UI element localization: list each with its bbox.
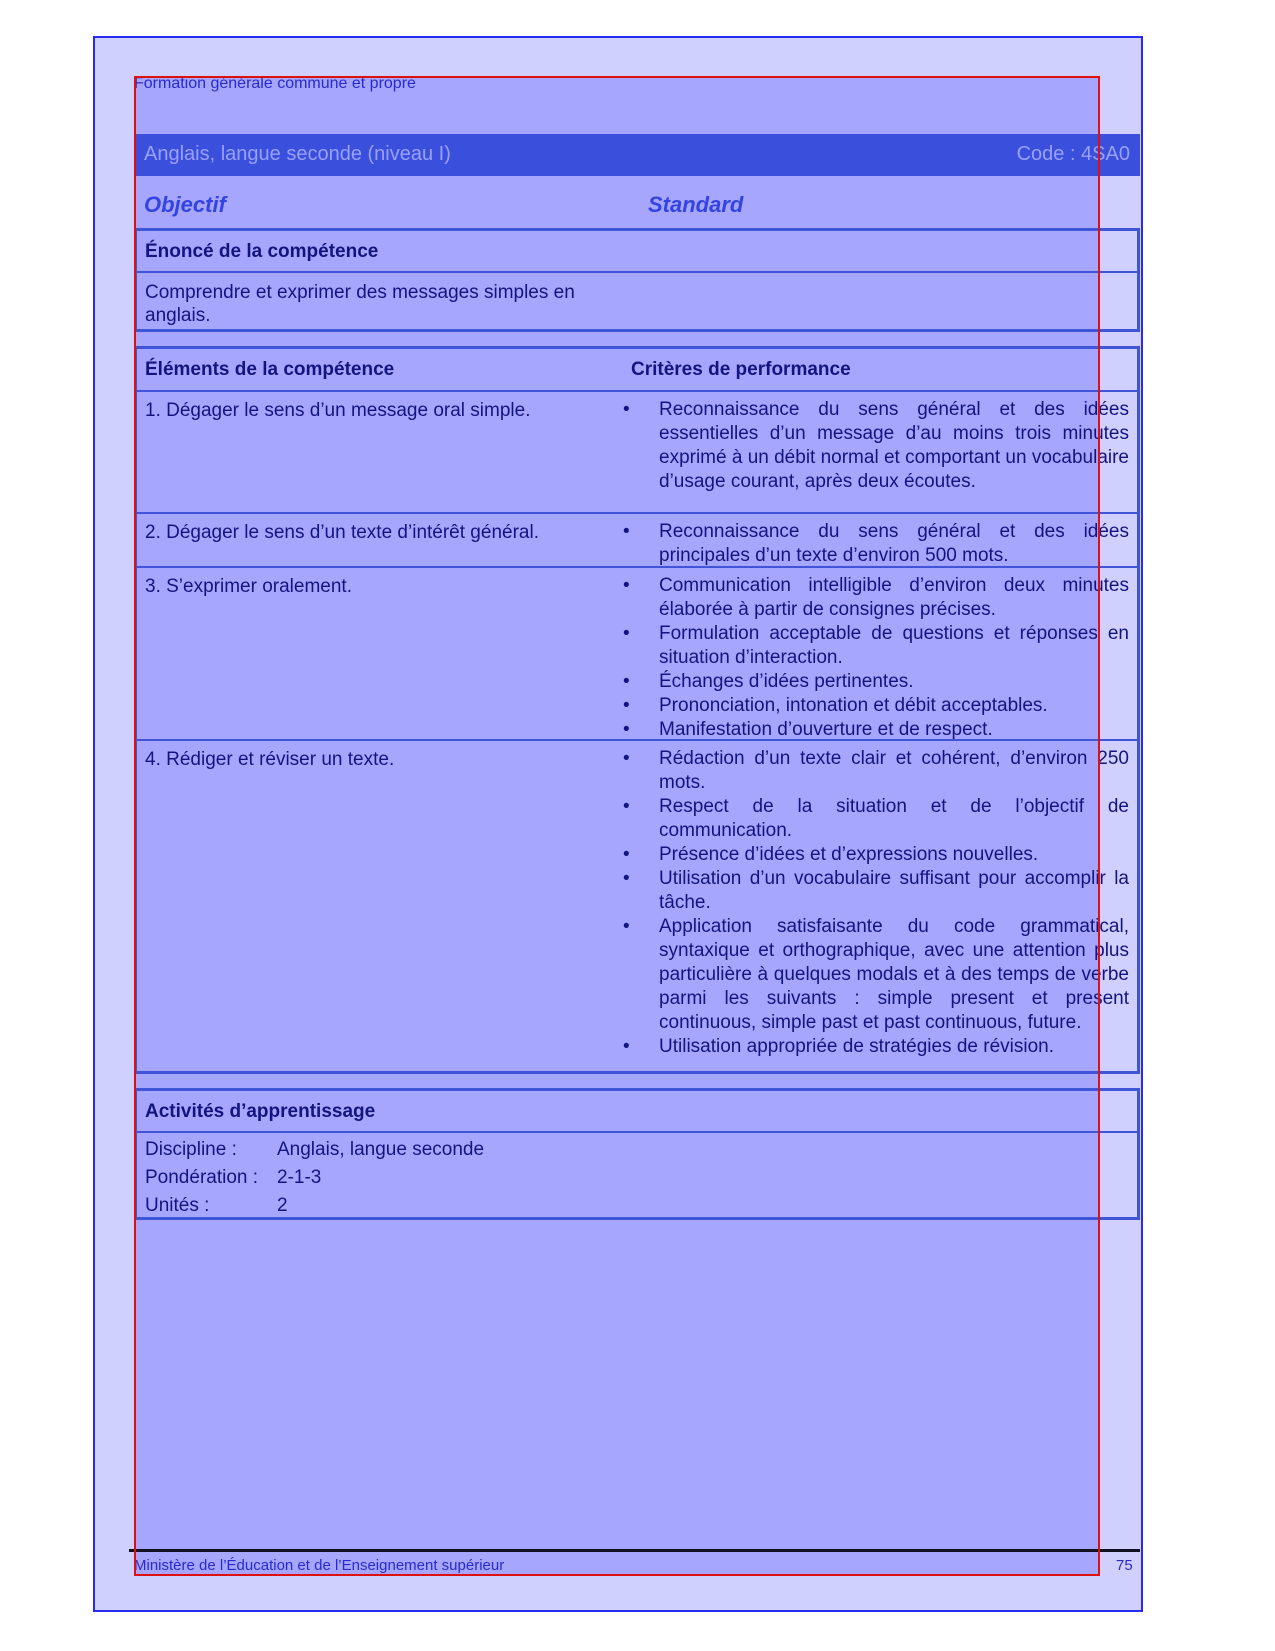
criterion-item: • Formulation acceptable de questions et réponses en situation d’interaction. [623, 622, 1129, 670]
objectif-label: Objectif [144, 192, 226, 217]
activites-heading: Activités d’apprentissage [137, 1091, 1137, 1133]
element-row [137, 739, 1137, 1077]
activites-value: Anglais, langue seconde [277, 1139, 485, 1160]
activites-value: 2 [277, 1195, 288, 1216]
criterion-item: • Présence d’idées et d’expressions nouvelles. [623, 843, 1129, 867]
enonce-text-line: Comprendre et exprimer des messages simples en [145, 282, 575, 303]
running-title: Formation générale commune et propre [134, 75, 416, 92]
elements-heading: Éléments de la compétence [145, 359, 395, 380]
criterion-item: • Reconnaissance du sens général et des idées essentielles d’un message d’au moins trois minutes exprimé à un débit normal et comportant un vocabulaire d’usage courant, après deux écoutes. [623, 398, 1129, 494]
enonce-heading: Énoncé de la compétence [137, 231, 1137, 273]
criterion-item: • Utilisation appropriée de stratégies de révision. [623, 1035, 1129, 1059]
activites-row [145, 1167, 1129, 1195]
element-label: 2. Dégager le sens d’un texte d’intérêt général. [145, 522, 539, 543]
page-number: 75 [1116, 1557, 1133, 1574]
elements-box [134, 346, 1140, 1074]
criterion-item: • Respect de la situation et de l’objectif de communication. [623, 795, 1129, 843]
activites-box [134, 1088, 1140, 1220]
elements-header [137, 349, 1137, 392]
activites-key: Pondération : [145, 1167, 259, 1188]
course-code: Code : 4SA0 [1016, 143, 1130, 165]
criterion-item: • Rédaction d’un texte clair et cohérent, d’environ 250 mots. [623, 747, 1129, 795]
activites-row [145, 1139, 1129, 1167]
element-label: 4. Rédiger et réviser un texte. [145, 749, 395, 770]
element-row [137, 512, 1137, 566]
criterion-item: • Application satisfaisante du code grammatical, syntaxique et orthographique, avec une attention plus particulière à quelques modals et à des temps de verbe parmi les suivants : simple present et present continuous, simple past et past continuous, future. [623, 915, 1129, 1035]
element-row [137, 566, 1137, 739]
criteria-list [623, 392, 1137, 500]
enonce-text [137, 273, 1137, 335]
course-title-bar [134, 134, 1140, 176]
activites-table [137, 1133, 1137, 1233]
criterion-item: • Communication intelligible d’environ deux minutes élaborée à partir de consignes précises. [623, 574, 1129, 622]
standard-label: Standard [648, 192, 744, 217]
footer-ministry: Ministère de l’Éducation et de l’Enseignement supérieur [134, 1557, 505, 1574]
activites-row [145, 1195, 1129, 1223]
criteria-heading: Critères de performance [631, 359, 851, 380]
enonce-text-line: anglais. [145, 305, 211, 326]
course-title: Anglais, langue seconde (niveau I) [144, 143, 451, 165]
criterion-item: • Manifestation d’ouverture et de respect. [623, 718, 1129, 742]
criteria-list [623, 514, 1137, 574]
element-row [137, 392, 1137, 512]
activites-value: 2-1-3 [277, 1167, 322, 1188]
element-label: 1. Dégager le sens d’un message oral simple. [145, 400, 531, 421]
criteria-list [623, 568, 1137, 748]
footer-rule [129, 1549, 1140, 1552]
element-label: 3. S’exprimer oralement. [145, 576, 352, 597]
activites-key: Unités : [145, 1195, 210, 1216]
criterion-item: • Reconnaissance du sens général et des idées principales d’un texte d’environ 500 mots. [623, 520, 1129, 568]
criterion-item: • Utilisation d’un vocabulaire suffisant pour accomplir la tâche. [623, 867, 1129, 915]
enonce-box [134, 228, 1140, 332]
criterion-item: • Prononciation, intonation et débit acceptables. [623, 694, 1129, 718]
criteria-list [623, 741, 1137, 1065]
criterion-item: • Échanges d’idées pertinentes. [623, 670, 1129, 694]
activites-key: Discipline : [145, 1139, 237, 1160]
